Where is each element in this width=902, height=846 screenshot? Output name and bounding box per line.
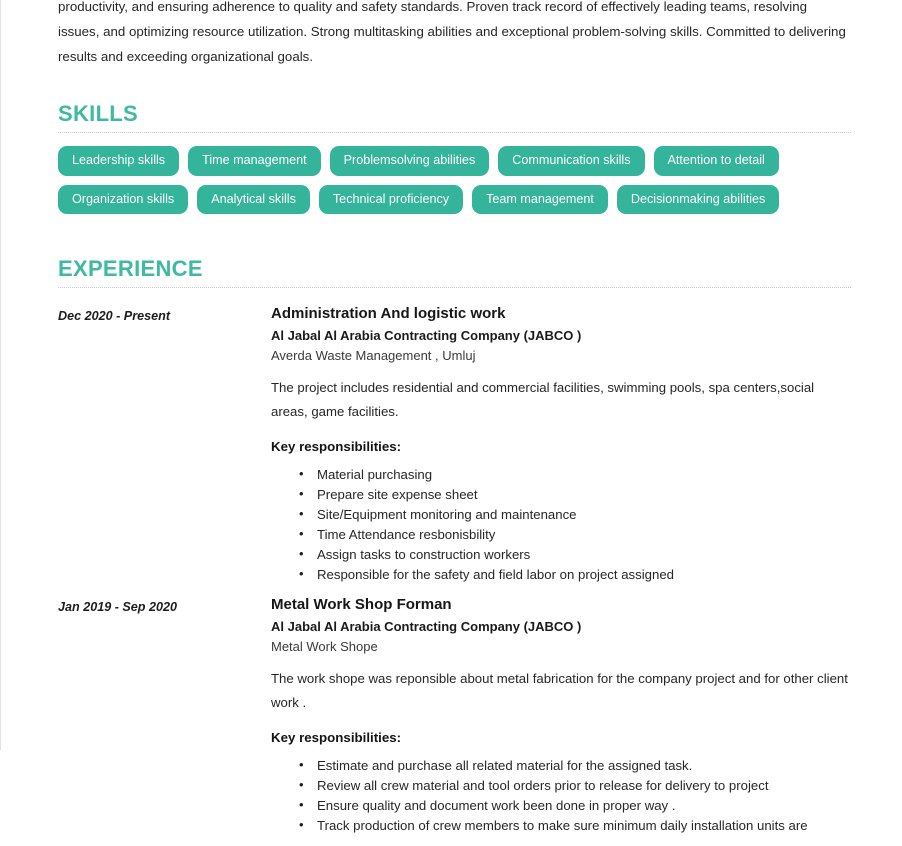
experience-entry — [58, 595, 851, 836]
responsibility-list — [271, 465, 851, 585]
skill-pill: Problemsolving abilities — [330, 146, 490, 176]
entry-location: Averda Waste Management , Umluj — [271, 348, 476, 364]
entry-location: Metal Work Shope — [271, 639, 378, 655]
summary-paragraph: productivity, and ensuring adherence to quality and safety standards. Proven track record of effectively leading teams, resolving issues, and optimizing resource utilization. Strong multitasking abilities and exceptional problem-solving skills. Committed to delivering results and exceeding organizational goals. — [58, 0, 846, 64]
skill-pill: Communication skills — [498, 146, 644, 176]
responsibility-item: • Review all crew material and tool orders prior to release for delivery to project — [299, 776, 851, 796]
skill-pill: Team management — [472, 185, 608, 215]
responsibility-item: • Responsible for the safety and field labor on project assigned — [299, 565, 851, 585]
responsibility-item: • Assign tasks to construction workers — [299, 545, 851, 565]
skill-pill: Organization skills — [58, 185, 188, 215]
responsibility-item: • Material purchasing — [299, 465, 851, 485]
experience-heading: EXPERIENCE — [58, 256, 203, 282]
entry-description: The work shope was reponsible about metal fabrication for the company project and for other client work . — [271, 671, 848, 711]
entry-date: Dec 2020 - Present — [58, 309, 171, 324]
skills-row — [58, 185, 851, 215]
key-responsibilities-label: Key responsibilities: — [271, 730, 402, 746]
skills-divider — [58, 132, 851, 133]
responsibility-item: • Time Attendance resbonisbility — [299, 525, 851, 545]
experience-section — [58, 258, 851, 836]
responsibility-item: • Prepare site expense sheet — [299, 485, 851, 505]
responsibility-list — [271, 756, 851, 836]
responsibility-item: • Track production of crew members to make sure minimum daily installation units are — [299, 816, 851, 836]
responsibility-item: • Ensure quality and document work been done in proper way . — [299, 796, 851, 816]
key-responsibilities-label: Key responsibilities: — [271, 439, 402, 455]
skills-heading: SKILLS — [58, 101, 139, 126]
skill-pill: Leadership skills — [58, 146, 179, 176]
entry-body — [271, 304, 851, 585]
entry-job-title: Administration And logistic work — [271, 305, 506, 323]
skill-pill: Decisionmaking abilities — [617, 185, 779, 215]
skills-pill-container — [58, 146, 851, 214]
responsibility-item: • Site/Equipment monitoring and maintenance — [299, 505, 851, 525]
experience-divider — [58, 287, 851, 288]
skill-pill: Attention to detail — [654, 146, 779, 176]
entry-date: Jan 2019 - Sep 2020 — [58, 600, 178, 615]
skill-pill: Analytical skills — [197, 185, 310, 215]
resume-content — [58, 0, 851, 846]
entry-company: Al Jabal Al Arabia Contracting Company (JABCO ) — [271, 328, 582, 344]
skill-pill: Technical proficiency — [319, 185, 463, 215]
skills-section — [58, 103, 851, 214]
entry-description: The project includes residential and commercial facilities, swimming pools, spa centers,social areas, game facilities. — [271, 380, 815, 420]
experience-entry — [58, 304, 851, 585]
entry-body — [271, 595, 851, 836]
experience-entries — [58, 304, 851, 836]
skill-pill: Time management — [188, 146, 321, 176]
skills-row — [58, 146, 851, 176]
responsibility-item: • Estimate and purchase all related material for the assigned task. — [299, 756, 851, 776]
entry-company: Al Jabal Al Arabia Contracting Company (JABCO ) — [271, 619, 582, 635]
entry-job-title: Metal Work Shop Forman — [271, 596, 452, 614]
